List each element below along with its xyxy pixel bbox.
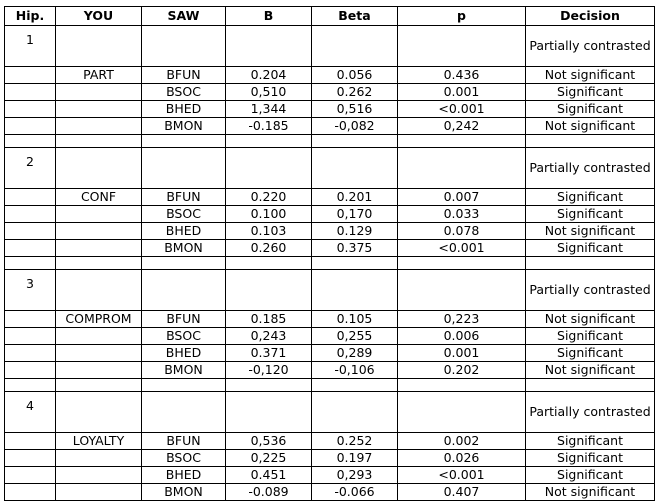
b-cell: 1,344	[226, 101, 312, 118]
b-cell: -0,120	[226, 362, 312, 379]
b-cell: 0,243	[226, 328, 312, 345]
beta-cell: -0.066	[312, 484, 398, 501]
hypothesis-row	[5, 26, 655, 67]
saw-cell: BFUN	[142, 311, 226, 328]
beta-cell: 0.201	[312, 189, 398, 206]
saw-cell: BFUN	[142, 67, 226, 84]
decision-cell: Significant	[526, 84, 655, 101]
p-cell: 0.078	[398, 223, 526, 240]
spacer-row	[5, 379, 655, 392]
header-row	[5, 7, 655, 26]
table-row	[5, 101, 655, 118]
p-cell: 0,223	[398, 311, 526, 328]
decision-cell: Significant	[526, 345, 655, 362]
p-cell: <0.001	[398, 240, 526, 257]
b-cell: 0.185	[226, 311, 312, 328]
p-cell: 0.001	[398, 345, 526, 362]
hypothesis-row	[5, 392, 655, 433]
p-cell: 0.202	[398, 362, 526, 379]
p-cell: 0.026	[398, 450, 526, 467]
decision-cell: Not significant	[526, 362, 655, 379]
header-saw: SAW	[142, 7, 226, 26]
decision-cell: Significant	[526, 433, 655, 450]
table-row	[5, 362, 655, 379]
p-cell: 0.033	[398, 206, 526, 223]
table-row	[5, 433, 655, 450]
hypothesis-number: 3	[5, 270, 56, 311]
hypothesis-decision: Partially contrasted	[526, 270, 655, 311]
table-row	[5, 223, 655, 240]
decision-cell: Significant	[526, 240, 655, 257]
beta-cell: 0.197	[312, 450, 398, 467]
decision-cell: Significant	[526, 206, 655, 223]
construct-label: PART	[56, 67, 142, 84]
b-cell: 0.100	[226, 206, 312, 223]
decision-cell: Not significant	[526, 223, 655, 240]
b-cell: 0,225	[226, 450, 312, 467]
decision-cell: Significant	[526, 450, 655, 467]
header-beta: Beta	[312, 7, 398, 26]
header-hip: Hip.	[5, 7, 56, 26]
b-cell: 0.371	[226, 345, 312, 362]
decision-cell: Not significant	[526, 67, 655, 84]
header-decision: Decision	[526, 7, 655, 26]
saw-cell: BHED	[142, 467, 226, 484]
hypothesis-number: 4	[5, 392, 56, 433]
results-table	[4, 6, 655, 501]
hypothesis-number: 1	[5, 26, 56, 67]
decision-cell: Not significant	[526, 484, 655, 501]
b-cell: -0.089	[226, 484, 312, 501]
table-row	[5, 189, 655, 206]
beta-cell: 0.262	[312, 84, 398, 101]
construct-label: LOYALTY	[56, 433, 142, 450]
table-row	[5, 328, 655, 345]
saw-cell: BMON	[142, 484, 226, 501]
beta-cell: 0,516	[312, 101, 398, 118]
saw-cell: BHED	[142, 101, 226, 118]
saw-cell: BHED	[142, 223, 226, 240]
header-you: YOU	[56, 7, 142, 26]
p-cell: 0,242	[398, 118, 526, 135]
decision-cell: Significant	[526, 328, 655, 345]
b-cell: 0,510	[226, 84, 312, 101]
saw-cell: BSOC	[142, 450, 226, 467]
table-row	[5, 67, 655, 84]
table-row	[5, 467, 655, 484]
beta-cell: 0,170	[312, 206, 398, 223]
decision-cell: Not significant	[526, 311, 655, 328]
saw-cell: BSOC	[142, 206, 226, 223]
header-b: B	[226, 7, 312, 26]
saw-cell: BFUN	[142, 189, 226, 206]
spacer-row	[5, 135, 655, 148]
beta-cell: 0.375	[312, 240, 398, 257]
table-row	[5, 484, 655, 501]
beta-cell: 0,255	[312, 328, 398, 345]
beta-cell: 0.252	[312, 433, 398, 450]
table-row	[5, 450, 655, 467]
decision-cell: Significant	[526, 467, 655, 484]
hypothesis-decision: Partially contrasted	[526, 26, 655, 67]
table-row	[5, 206, 655, 223]
table-row	[5, 118, 655, 135]
decision-cell: Significant	[526, 189, 655, 206]
hypothesis-row	[5, 270, 655, 311]
beta-cell: 0.056	[312, 67, 398, 84]
construct-label: COMPROM	[56, 311, 142, 328]
b-cell: 0.451	[226, 467, 312, 484]
p-cell: 0.007	[398, 189, 526, 206]
beta-cell: -0,106	[312, 362, 398, 379]
table-row	[5, 84, 655, 101]
saw-cell: BMON	[142, 118, 226, 135]
p-cell: <0.001	[398, 101, 526, 118]
hypothesis-number: 2	[5, 148, 56, 189]
decision-cell: Not significant	[526, 118, 655, 135]
b-cell: 0,536	[226, 433, 312, 450]
saw-cell: BSOC	[142, 328, 226, 345]
p-cell: 0.407	[398, 484, 526, 501]
beta-cell: 0,289	[312, 345, 398, 362]
b-cell: 0.204	[226, 67, 312, 84]
header-p: p	[398, 7, 526, 26]
table-row	[5, 240, 655, 257]
b-cell: 0.103	[226, 223, 312, 240]
p-cell: 0.001	[398, 84, 526, 101]
saw-cell: BSOC	[142, 84, 226, 101]
b-cell: -0.185	[226, 118, 312, 135]
p-cell: 0.002	[398, 433, 526, 450]
b-cell: 0.220	[226, 189, 312, 206]
table-row	[5, 345, 655, 362]
p-cell: 0.436	[398, 67, 526, 84]
saw-cell: BMON	[142, 362, 226, 379]
saw-cell: BHED	[142, 345, 226, 362]
saw-cell: BFUN	[142, 433, 226, 450]
beta-cell: 0.105	[312, 311, 398, 328]
hypothesis-decision: Partially contrasted	[526, 148, 655, 189]
table-row	[5, 311, 655, 328]
b-cell: 0.260	[226, 240, 312, 257]
saw-cell: BMON	[142, 240, 226, 257]
hypothesis-row	[5, 148, 655, 189]
p-cell: <0.001	[398, 467, 526, 484]
construct-label: CONF	[56, 189, 142, 206]
hypothesis-decision: Partially contrasted	[526, 392, 655, 433]
p-cell: 0.006	[398, 328, 526, 345]
beta-cell: 0.129	[312, 223, 398, 240]
beta-cell: 0,293	[312, 467, 398, 484]
beta-cell: -0,082	[312, 118, 398, 135]
spacer-row	[5, 257, 655, 270]
decision-cell: Significant	[526, 101, 655, 118]
